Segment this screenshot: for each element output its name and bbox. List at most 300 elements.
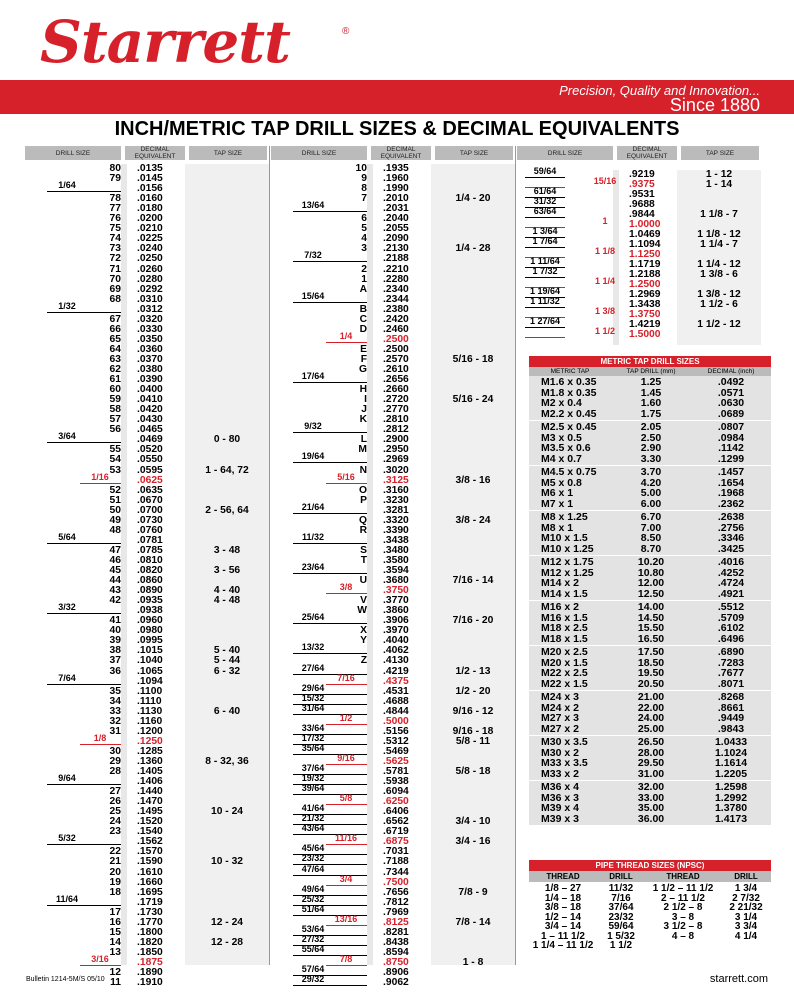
drill-size: 42 (109, 595, 121, 607)
metric-row (529, 713, 771, 724)
tap-drill-mm: 18.50 (637, 656, 665, 669)
decimal-inch: .8661 (717, 701, 745, 714)
fraction-underline (525, 337, 565, 338)
fraction-text: 25/64 (301, 612, 325, 623)
drill-size: 2 (361, 263, 367, 275)
decimal-value: .2660 (383, 384, 409, 396)
decimal-inch: .0571 (717, 386, 745, 399)
decimal-value: .3970 (383, 625, 409, 637)
decimal-value: .9375 (629, 179, 655, 190)
drill-size: 8 (361, 183, 367, 195)
metric-tap: M39 x 4 (541, 802, 579, 814)
decimal-inch: .3346 (717, 532, 745, 544)
decimal-inch: .6496 (717, 632, 745, 645)
metric-tap: M2.2 x 0.45 (541, 407, 597, 420)
decimal-inch: .5512 (717, 601, 745, 613)
fraction-text: 15/16 (593, 176, 617, 186)
fraction-underline (326, 342, 367, 343)
metric-tap: M33 x 2 (541, 767, 579, 780)
drill-size: 60 (109, 384, 121, 396)
drill-size: 78 (109, 193, 121, 205)
decimal-value: .2720 (383, 394, 409, 406)
metric-row (529, 409, 771, 420)
fraction-label (326, 583, 366, 592)
metric-row (529, 443, 771, 454)
decimal-value: .2969 (383, 454, 409, 466)
metric-tap: M16 x 1.5 (541, 611, 588, 624)
decimal-value: .1040 (137, 655, 163, 667)
fraction-label (326, 754, 366, 763)
drill-size: 67 (109, 313, 121, 325)
decimal-value: .1730 (137, 906, 163, 918)
fraction-label (326, 674, 366, 683)
decimal-value: .5312 (383, 735, 409, 747)
drill-size: 19 (109, 876, 121, 888)
decimal-value: .2656 (383, 374, 409, 386)
metric-tap: M36 x 3 (541, 791, 579, 804)
decimal-value: .2570 (383, 353, 409, 365)
decimal-inch: .0492 (717, 376, 745, 388)
drill-size: Y (360, 635, 367, 647)
tap-size: 5 - 44 (213, 655, 241, 667)
metric-header-tap: METRIC TAP (550, 368, 590, 375)
metric-body (529, 376, 771, 825)
fraction-underline (293, 513, 367, 514)
decimal-value: 1.3438 (629, 299, 661, 310)
fraction-label (525, 267, 565, 276)
decimal-value: .1960 (383, 173, 409, 185)
drill-size: 31 (109, 725, 121, 737)
decimal-value: .1719 (137, 896, 163, 908)
metric-group (529, 511, 771, 555)
drill-size: 45 (109, 565, 121, 576)
metric-tap: M8 x 1 (541, 521, 574, 534)
metric-tap: M20 x 2.5 (541, 646, 588, 658)
drill-size: 71 (109, 263, 121, 275)
fraction-text: 5/16 (337, 471, 355, 482)
decimal-value: .8594 (383, 946, 409, 958)
pipe-drill-2 (721, 941, 771, 951)
header-drill: DRILL SIZE (271, 146, 367, 160)
fraction-text: 59/64 (533, 166, 557, 176)
fraction-text: 13/32 (301, 642, 325, 653)
drill-size: 44 (109, 575, 121, 587)
decimal-value: .0820 (137, 565, 163, 576)
metric-row (529, 499, 771, 510)
drill-size: 12 (109, 967, 121, 978)
decimal-value: .1094 (137, 675, 163, 687)
drill-size: 10 (355, 163, 367, 174)
drill-size: 54 (109, 454, 121, 466)
tap-drill-mm: 1.75 (640, 407, 662, 420)
metric-group (529, 781, 771, 825)
decimal-value: .5938 (383, 776, 409, 788)
fraction-label (47, 432, 87, 441)
fraction-underline (47, 844, 121, 845)
fraction-text: 1 3/64 (532, 226, 558, 236)
fraction-text: 1/4 (339, 330, 353, 341)
fraction-label (293, 201, 333, 210)
fraction-underline (525, 177, 565, 178)
decimal-value: .1250 (137, 735, 163, 747)
tap-drill-mm: 33.00 (637, 791, 665, 804)
tap-drill-mm: 10.20 (637, 556, 665, 568)
decimal-value: .0995 (137, 635, 163, 647)
decimal-value: 1.1250 (629, 249, 661, 260)
drill-size: 53 (109, 464, 121, 476)
metric-row (529, 814, 771, 825)
drill-size: F (360, 353, 367, 365)
decimal-value: .6562 (383, 816, 409, 828)
fraction-label (47, 302, 87, 311)
decimal-value: .3125 (383, 474, 409, 486)
drill-size: G (358, 364, 367, 375)
tap-size: 1 3/8 - 12 (697, 289, 741, 300)
header-tap: TAP SIZE (681, 146, 759, 160)
fraction-underline (525, 217, 565, 218)
drill-size: 59 (109, 394, 121, 406)
decimal-value: .1065 (137, 665, 163, 677)
drill-size: O (358, 484, 367, 496)
tap-drill-mm: 6.00 (640, 497, 662, 510)
fraction-text: 3/4 (339, 873, 353, 884)
decimal-value: .4531 (383, 685, 409, 697)
decimal-inch: .0807 (717, 421, 745, 433)
drill-size: 74 (109, 233, 121, 245)
fraction-label (525, 237, 565, 246)
decimal-inch: 1.2205 (714, 767, 748, 780)
decimal-value: .7656 (383, 886, 409, 898)
metric-group (529, 601, 771, 645)
decimal-value: .1520 (137, 816, 163, 828)
pipe-thread-2: 2 1/2 – 8 (663, 902, 703, 913)
tap-drill-mm: 22.00 (637, 701, 665, 714)
drill-size: L (360, 434, 367, 446)
drill-size: X (360, 625, 367, 637)
decimal-value: .3020 (383, 464, 409, 476)
tap-size: 7/8 - 9 (458, 886, 488, 898)
column-headers (25, 146, 772, 160)
decimal-value: 1.5000 (629, 329, 661, 340)
tap-size: 4 - 40 (213, 585, 241, 597)
fraction-underline (525, 327, 565, 328)
drill-size: 65 (109, 333, 121, 345)
decimal-value: .1406 (137, 776, 163, 788)
fraction-text: 33/64 (301, 722, 325, 733)
decimal-value: .0180 (137, 203, 163, 215)
decimal-value: .0156 (137, 183, 163, 195)
header-dec: DECIMAL EQUIVALENT (371, 146, 431, 160)
pipe-drill: 11/32 (608, 883, 634, 894)
drill-size: 4 (361, 233, 367, 245)
drill-size: 21 (109, 856, 121, 868)
decimal-value: .1015 (137, 645, 163, 657)
metric-group (529, 466, 771, 510)
tap-size: 1 3/8 - 6 (700, 269, 738, 280)
metric-tap: M20 x 1.5 (541, 656, 588, 669)
fraction-text: 61/64 (533, 186, 557, 196)
metric-row (529, 737, 771, 748)
metric-row (529, 724, 771, 735)
tap-drill-mm: 5.00 (640, 487, 662, 499)
fraction-label (293, 643, 333, 652)
fraction-text: 31/64 (301, 702, 325, 713)
drill-size: 43 (109, 585, 121, 597)
decimal-value: .1360 (137, 755, 163, 767)
tap-drill-mm: 4.20 (640, 476, 662, 489)
drill-size: 13 (109, 946, 121, 958)
fraction-underline (47, 442, 121, 443)
tap-size: 3/8 - 24 (455, 514, 491, 526)
tap-drill-mm: 3.30 (640, 452, 662, 465)
metric-tap: M36 x 4 (541, 781, 579, 793)
tap-drill-mm: 6.70 (640, 511, 662, 523)
fraction-label (525, 317, 565, 326)
fraction-text: 17/32 (301, 732, 325, 743)
fraction-label (293, 844, 333, 853)
metric-tap: M5 x 0.8 (541, 476, 582, 489)
decimal-inch: .3425 (717, 542, 745, 555)
fraction-underline (326, 593, 367, 594)
fraction-text: 1 3/8 (594, 306, 616, 316)
decimal-value: 1.4219 (629, 319, 661, 330)
fraction-text: 27/64 (301, 662, 325, 673)
fraction-underline (525, 247, 565, 248)
tap-drill-mm: 14.50 (637, 611, 665, 624)
metric-tap: M33 x 3.5 (541, 757, 588, 769)
tap-drill-mm: 12.50 (637, 587, 665, 600)
fraction-underline (293, 985, 367, 986)
decimal-inch: .5709 (717, 611, 745, 624)
metric-tap: M22 x 1.5 (541, 677, 588, 690)
fraction-underline (293, 432, 367, 433)
decimal-value: .7188 (383, 856, 409, 868)
decimal-inch: .0689 (717, 407, 745, 420)
pipe-body (529, 882, 771, 951)
fraction-text: 7/32 (304, 250, 322, 261)
decimal-value: .0550 (137, 454, 163, 466)
metric-tap: M12 x 1.75 (541, 556, 594, 568)
decimal-value: .8750 (383, 956, 409, 968)
tap-size: 3 - 56 (213, 565, 241, 576)
decimal-value: .1100 (137, 685, 163, 697)
drill-size: T (360, 554, 367, 566)
fraction-text: 11/32 (301, 531, 325, 542)
fraction-underline (293, 261, 367, 262)
tap-drill-mm: 2.50 (640, 431, 662, 444)
fraction-text: 1 7/32 (532, 266, 558, 276)
decimal-value: .3906 (383, 615, 409, 627)
metric-row (529, 769, 771, 780)
tap-size: 1 - 14 (705, 179, 733, 190)
fraction-text: 29/64 (301, 682, 325, 693)
fraction-text: 5/64 (58, 531, 76, 542)
decimal-value: 1.2969 (629, 289, 661, 300)
metric-tap: M27 x 3 (541, 712, 579, 724)
decimal-value: .1570 (137, 846, 163, 858)
decimal-value: .2340 (383, 283, 409, 295)
fraction-label (293, 422, 333, 431)
drill-size: 70 (109, 273, 121, 285)
fraction-text: 31/32 (533, 196, 557, 206)
decimal-inch: .1299 (717, 452, 745, 465)
tap-size: 7/8 - 14 (455, 916, 491, 928)
since-text: Since 1880 (669, 95, 760, 115)
decimal-value: .3770 (383, 595, 409, 607)
metric-tap: M4 x 0.7 (541, 452, 582, 465)
decimal-value: .0410 (137, 394, 163, 406)
fraction-label (525, 187, 565, 196)
decimal-value: 1.0469 (629, 229, 661, 240)
decimal-value: .2040 (383, 213, 409, 225)
decimal-value: .0312 (137, 303, 163, 315)
tap-size: 1/2 - 13 (455, 665, 491, 677)
fraction-text: 7/64 (58, 672, 76, 683)
metric-row (529, 692, 771, 703)
starrett-logo: Starrett (40, 8, 290, 76)
drill-size: S (360, 544, 367, 556)
metric-header-decimal: DECIMAL (inch) (707, 368, 755, 375)
drill-size: C (359, 313, 367, 325)
pipe-thread: 1 1/4 – 11 1/2 (532, 940, 594, 951)
decimal-value: .5000 (383, 715, 409, 727)
decimal-value: .9688 (629, 199, 655, 210)
decimal-value: .9531 (629, 189, 655, 200)
tap-drill-mm: 29.50 (637, 757, 665, 769)
drill-size: 50 (109, 504, 121, 516)
drill-size: 16 (109, 916, 121, 928)
column-divider (515, 146, 516, 965)
fraction-text: 15/32 (301, 692, 325, 703)
fraction-text: 3/32 (58, 602, 76, 613)
metric-tap: M18 x 1.5 (541, 632, 588, 645)
decimal-value: .2812 (383, 424, 409, 436)
decimal-value: .0400 (137, 384, 163, 396)
fraction-underline (525, 307, 565, 308)
metric-tap: M24 x 3 (541, 691, 579, 703)
fraction-underline (47, 543, 121, 544)
metric-row (529, 533, 771, 544)
fraction-text: 23/64 (301, 562, 325, 572)
tap-drill-mm: 2.05 (640, 421, 662, 433)
fraction-label (525, 197, 565, 206)
fraction-label (293, 684, 333, 693)
decimal-inch: .0984 (717, 431, 745, 444)
decimal-value: .8906 (383, 967, 409, 978)
fraction-text: 1/2 (339, 712, 353, 723)
fraction-text: 19/64 (301, 451, 325, 462)
drill-size: D (359, 323, 367, 335)
metric-tap: M10 x 1.25 (541, 542, 594, 555)
pipe-header-drill: DRILL (609, 872, 633, 881)
fraction-text: 43/64 (301, 823, 325, 834)
metric-header-row (529, 367, 771, 376)
decimal-value: .1875 (137, 956, 163, 968)
tap-size: 7/16 - 14 (452, 575, 494, 587)
tap-size: 10 - 24 (210, 806, 244, 818)
tap-drill-mm: 8.70 (640, 542, 662, 555)
fraction-label (585, 327, 625, 336)
decimal-value: .2500 (383, 343, 409, 355)
decimal-value: .0240 (137, 243, 163, 255)
decimal-value: .0320 (137, 313, 163, 325)
pipe-drill-2: 3 1/4 (734, 911, 758, 923)
tap-drill-mm: 8.50 (640, 532, 662, 544)
decimal-value: .1910 (137, 977, 163, 989)
fraction-text: 17/64 (301, 371, 325, 382)
decimal-value: .1890 (137, 967, 163, 978)
decimal-value: .7344 (383, 866, 409, 878)
fraction-label (293, 704, 333, 713)
decimal-value: .0430 (137, 414, 163, 426)
tap-drill-mm: 14.00 (637, 601, 665, 613)
fraction-text: 1/32 (58, 300, 76, 311)
decimal-value: .1440 (137, 786, 163, 798)
decimal-value: .0625 (137, 474, 163, 486)
decimal-value: .8125 (383, 916, 409, 928)
drill-size: 75 (109, 223, 121, 235)
metric-table (529, 356, 771, 826)
decimal-value: .3230 (383, 494, 409, 506)
decimal-value: .0370 (137, 353, 163, 365)
drill-size: U (359, 575, 367, 587)
pipe-thread: 1 – 11 1/2 (541, 930, 585, 942)
fraction-text: 39/64 (301, 783, 325, 794)
fraction-text: 13/16 (334, 913, 358, 924)
tap-drill-mm: 19.50 (637, 667, 665, 679)
fraction-text: 5/8 (339, 793, 353, 804)
decimal-value: .0810 (137, 554, 163, 566)
decimal-value: .4040 (383, 635, 409, 647)
drill-size: 57 (109, 414, 121, 426)
tap-drill-mm: 7.00 (640, 521, 662, 534)
tap-size: 2 - 56, 64 (205, 504, 249, 516)
decimal-inch: 1.1024 (714, 746, 748, 759)
registered-mark: ® (342, 26, 350, 37)
fraction-underline (80, 744, 121, 745)
drill-size: 80 (109, 163, 121, 174)
decimal-value: 1.0000 (629, 219, 661, 230)
fraction-text: 3/64 (58, 431, 76, 442)
metric-tap: M14 x 2 (541, 577, 579, 589)
pipe-thread: 3/8 – 18 (544, 902, 582, 913)
fraction-underline (525, 277, 565, 278)
tap-size: 1 1/2 - 12 (697, 319, 741, 330)
decimal-value: .1200 (137, 725, 163, 737)
tap-drill-mm: 28.00 (637, 746, 665, 759)
metric-tap: M4.5 x 0.75 (541, 466, 597, 478)
metric-tap: M12 x 1.25 (541, 566, 594, 579)
decimal-value: .0135 (137, 163, 163, 174)
pipe-thread: 1/8 – 27 (544, 883, 582, 894)
fraction-text: 55/64 (301, 943, 325, 954)
decimal-value: .5156 (383, 725, 409, 737)
decimal-inch: 1.2992 (714, 791, 748, 804)
fraction-label (293, 975, 333, 984)
tap-drill-mm: 17.50 (637, 646, 665, 658)
drill-size: J (361, 404, 367, 416)
decimal-inch: .6102 (717, 622, 745, 634)
fraction-label (47, 674, 87, 683)
pipe-thread: 1/4 – 18 (544, 892, 582, 904)
fraction-text: 7/16 (337, 672, 355, 683)
drill-size: I (364, 394, 367, 406)
decimal-value: .1285 (137, 745, 163, 757)
decimal-inch: .9449 (717, 712, 745, 724)
drill-size: 51 (109, 494, 121, 506)
column-divider (269, 146, 270, 965)
fraction-label (293, 865, 333, 874)
